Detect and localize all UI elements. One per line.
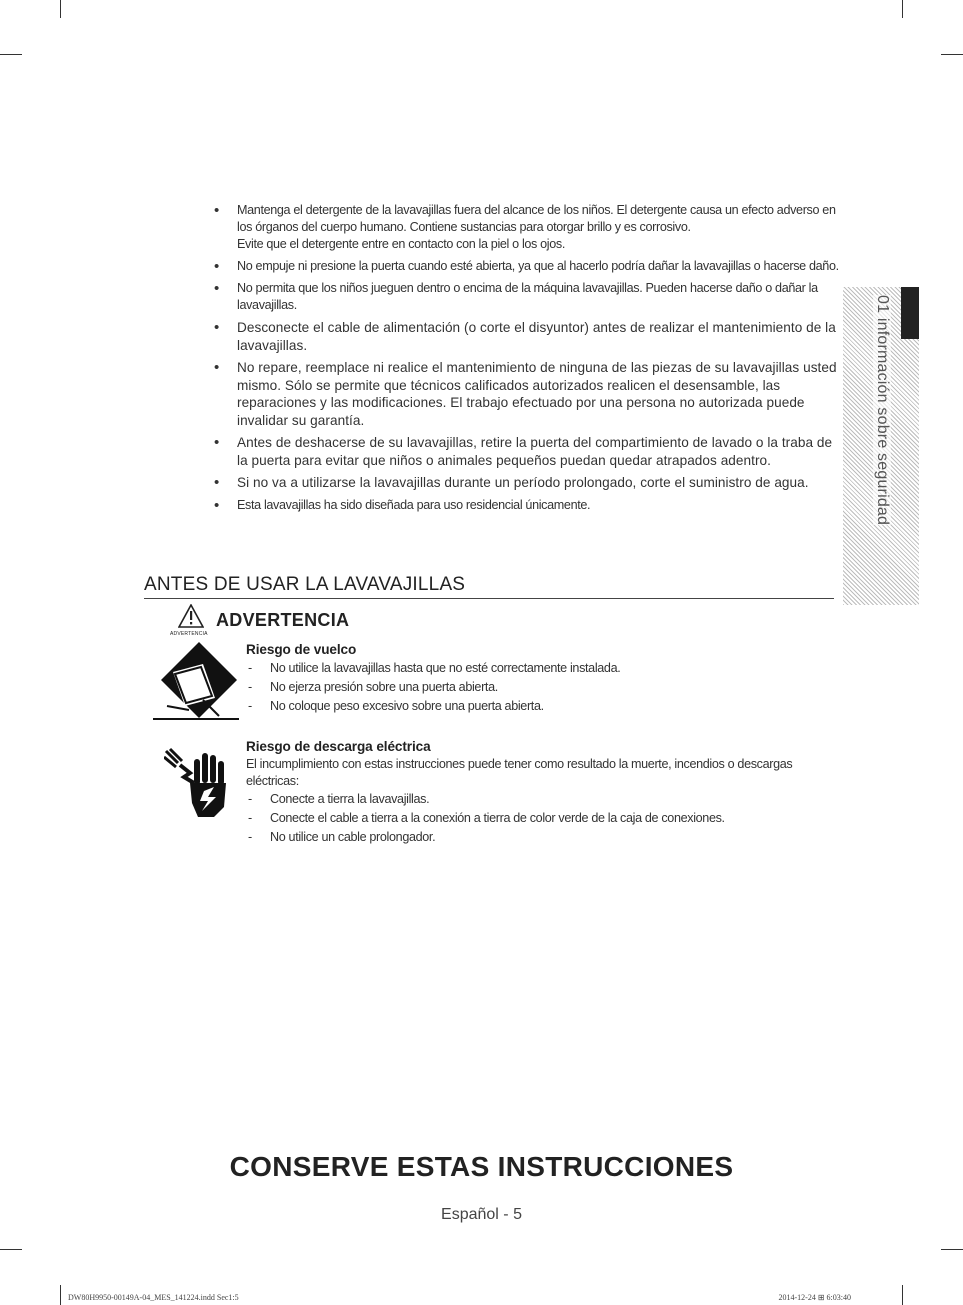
crop-mark bbox=[941, 54, 963, 55]
risk-title: Riesgo de vuelco bbox=[246, 642, 357, 657]
footer-title: CONSERVE ESTAS INSTRUCCIONES bbox=[229, 1151, 734, 1182]
crop-mark bbox=[0, 1249, 22, 1250]
warning-label: ADVERTENCIA bbox=[216, 610, 350, 630]
crop-mark bbox=[60, 1285, 61, 1305]
list-item: • No permita que los niños jueguen dentro o encima de la máquina lavavajillas. Pueden hacerse daño o dañar la lavavajillas. bbox=[214, 280, 839, 314]
crop-mark bbox=[0, 54, 22, 55]
crop-mark bbox=[902, 0, 903, 18]
list-item: • No empuje ni presione la puerta cuando esté abierta, ya que al hacerlo podría dañar la lavavajillas o hacerse daño. bbox=[214, 258, 839, 275]
crop-mark bbox=[60, 0, 61, 18]
warning-triangle-icon bbox=[178, 604, 204, 628]
section-divider bbox=[144, 598, 834, 599]
list-item: - No ejerza presión sobre una puerta abierta. bbox=[246, 678, 836, 697]
list-item: • Antes de deshacerse de su lavavajillas, retire la puerta del compartimiento de lavado o la traba de la puerta para evitar que niños o animales pequeños puedan quedar atrapados adentro. bbox=[214, 434, 839, 469]
chapter-tab bbox=[843, 287, 919, 605]
list-item: - Conecte a tierra la lavavajillas. bbox=[246, 790, 836, 809]
tab-dark-block bbox=[901, 287, 919, 339]
risk-list bbox=[246, 790, 836, 847]
chapter-tab-label: 01 información sobre seguridad bbox=[874, 295, 891, 526]
safety-bullet-list bbox=[214, 202, 839, 519]
section-heading: ANTES DE USAR LA LAVAVAJILLAS bbox=[144, 574, 466, 595]
print-slug-left: DW80H9950-00149A-04_MES_141224.indd Sec1:5 bbox=[68, 1293, 239, 1302]
list-item: - No utilice un cable prolongador. bbox=[246, 828, 836, 847]
risk-shock-block bbox=[246, 739, 836, 847]
list-item: • Esta lavavajillas ha sido diseñada para uso residencial únicamente. bbox=[214, 497, 839, 514]
list-item: • No repare, reemplace ni realice el mantenimiento de ninguna de las piezas de su lavavajillas usted mismo. Sólo se permite que técnicos calificados autorizados realicen el desensamble, las reparaciones y las modificaciones. El trabajo efectuado por una persona no autorizada puede invalidar su garantía. bbox=[214, 359, 839, 429]
page-number: Español - 5 bbox=[441, 1206, 522, 1223]
warning-header bbox=[170, 604, 370, 638]
print-slug-right: 2014-12-24 ⊞ 6:03:40 bbox=[778, 1293, 851, 1302]
list-item bbox=[214, 202, 839, 253]
risk-tip-block bbox=[246, 642, 836, 716]
bullet-text: Evite que el detergente entre en contacto con la piel o los ojos. bbox=[237, 237, 566, 251]
list-item: • Si no va a utilizarse la lavavajillas durante un período prolongado, corte el suministro de agua. bbox=[214, 474, 839, 492]
list-item: • Desconecte el cable de alimentación (o corte el disyuntor) antes de realizar el mantenimiento de la lavavajillas. bbox=[214, 319, 839, 354]
bullet-text: Mantenga el detergente de la lavavajillas fuera del alcance de los niños. El detergente causa un efecto adverso en los órganos del cuerpo humano. Contiene sustancias para otorgar brillo y es corrosivo. bbox=[237, 203, 836, 234]
electric-shock-hand-icon bbox=[164, 747, 230, 819]
list-item: - No coloque peso excesivo sobre una puerta abierta. bbox=[246, 697, 836, 716]
list-item: - Conecte el cable a tierra a la conexión a tierra de color verde de la caja de conexiones. bbox=[246, 809, 836, 828]
risk-list bbox=[246, 659, 836, 716]
crop-mark bbox=[941, 1249, 963, 1250]
risk-intro: El incumplimiento con estas instrucciones puede tener como resultado la muerte, incendios o descargas eléctricas: bbox=[246, 757, 793, 788]
tip-over-hazard-icon bbox=[153, 640, 243, 722]
risk-title: Riesgo de descarga eléctrica bbox=[246, 739, 431, 754]
list-item: - No utilice la lavavajillas hasta que no esté correctamente instalada. bbox=[246, 659, 836, 678]
crop-mark bbox=[902, 1285, 903, 1305]
warning-small-label: ADVERTENCIA bbox=[170, 631, 208, 637]
